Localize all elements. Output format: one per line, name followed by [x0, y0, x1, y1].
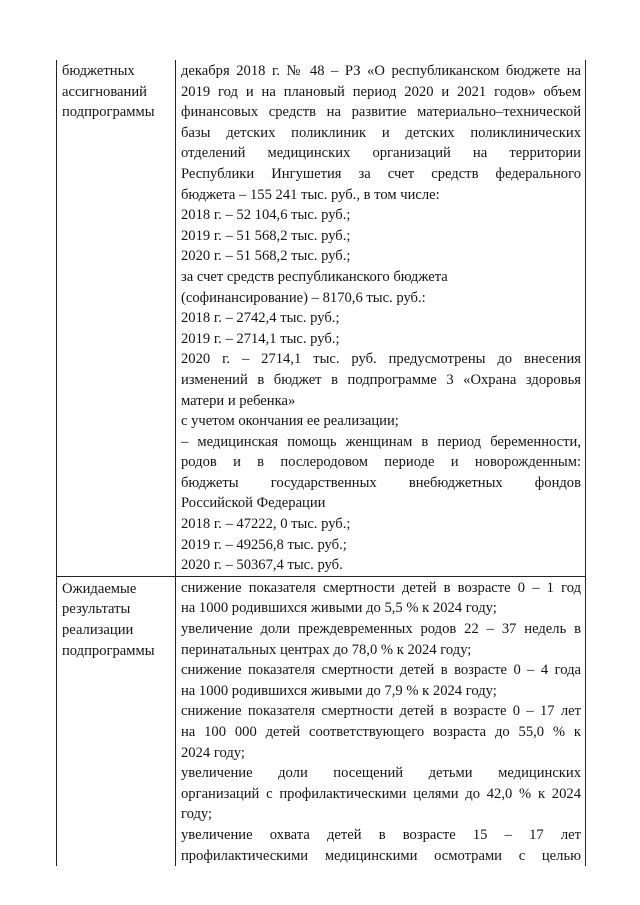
text-line: 2020 г. – 51 568,2 тыс. руб.; [181, 248, 351, 265]
text-line: 2018 г. – 52 104,6 тыс. руб.; [181, 207, 351, 224]
text-line: профилактическими медицинскими осмотрами с целью [181, 847, 581, 864]
table-row-budget-allocations [57, 60, 586, 576]
text-line: 2019 г. – 49256,8 тыс. руб.; [181, 536, 347, 553]
text-line: 2020 г. – 2714,1 тыс. руб. предусмотрены до внесения [181, 351, 581, 368]
text-line: 2019 г. – 51 568,2 тыс. руб.; [181, 227, 351, 244]
subprogram-passport-table [56, 60, 586, 866]
text-line: 2018 г. – 2742,4 тыс. руб.; [181, 310, 340, 327]
text-line: увеличение доли преждевременных родов 22 – 37 недель в [181, 621, 581, 638]
row-label-line: ассигнований [62, 83, 147, 100]
row-label-line: реализации [62, 622, 134, 639]
text-line: за счет средств республиканского бюджета [181, 268, 448, 285]
row-value-cell [176, 576, 586, 866]
text-line: бюджета – 155 241 тыс. руб., в том числе: [181, 186, 440, 203]
row-label-line: бюджетных [62, 63, 135, 79]
text-line: Российской Федерации [181, 495, 326, 512]
text-line: декабря 2018 г. № 48 – РЗ «О республиканском бюджете на [181, 63, 581, 79]
text-line: 2024 году; [181, 744, 245, 761]
text-line: изменений в бюджет в подпрограмме 3 «Охрана здоровья [181, 371, 581, 388]
row-label-cell [57, 576, 176, 866]
text-line: на 1000 родившихся живыми до 7,9 % к 2024 году; [181, 682, 497, 699]
text-line: на 100 000 детей соответствующего возраста до 55,0 % к [181, 724, 581, 740]
text-line: на 1000 родившихся живыми до 5,5 % к 2024 году; [181, 600, 497, 617]
row-label-line: подпрограммы [62, 104, 155, 121]
text-line: бюджеты государственных внебюджетных фондов [181, 474, 581, 491]
text-line: перинатальных центрах до 78,0 % к 2024 году; [181, 641, 472, 658]
text-line: организаций с профилактическими целями до 42,0 % к 2024 [181, 785, 581, 802]
text-line: – медицинская помощь женщинам в период беременности, [181, 433, 581, 450]
text-line: (софинансирование) – 8170,6 тыс. руб.: [181, 289, 426, 306]
text-line: финансовых средств на развитие материально–технической [181, 104, 581, 121]
row-label-line: подпрограммы [62, 642, 155, 659]
text-line: 2019 год и на плановый период 2020 и 2021 годов» объем [181, 83, 581, 100]
text-line: снижение показателя смертности детей в возрасте 0 – 17 лет [181, 703, 581, 720]
text-line: увеличение доли посещений детьми медицинских [181, 765, 581, 782]
text-line: Республики Ингушетия за счет средств федерального [181, 165, 581, 182]
table-row-expected-results [57, 576, 586, 866]
text-line: отделений медицинских организаций на территории [181, 145, 581, 162]
text-line: 2018 г. – 47222, 0 тыс. руб.; [181, 516, 351, 533]
text-line: базы детских поликлиник и детских поликлинических [181, 124, 581, 141]
text-line: 2020 г. – 50367,4 тыс. руб. [181, 557, 343, 574]
row-label-line: результаты [62, 601, 131, 618]
text-line: матери и ребенка» [181, 392, 296, 409]
text-line: родов и в послеродовом периоде и новорожденным: [181, 454, 581, 471]
text-line: 2019 г. – 2714,1 тыс. руб.; [181, 330, 340, 347]
row-value-cell [176, 60, 586, 576]
row-label-line: Ожидаемые [62, 580, 137, 597]
text-line: снижение показателя смертности детей в возрасте 0 – 1 год [181, 579, 581, 596]
row-label-cell [57, 60, 176, 576]
text-line: снижение показателя смертности детей в возрасте 0 – 4 года [181, 662, 581, 679]
text-line: году; [181, 806, 213, 823]
text-line: с учетом окончания ее реализации; [181, 413, 399, 430]
text-line: увеличение охвата детей в возрасте 15 – 17 лет [181, 826, 581, 843]
